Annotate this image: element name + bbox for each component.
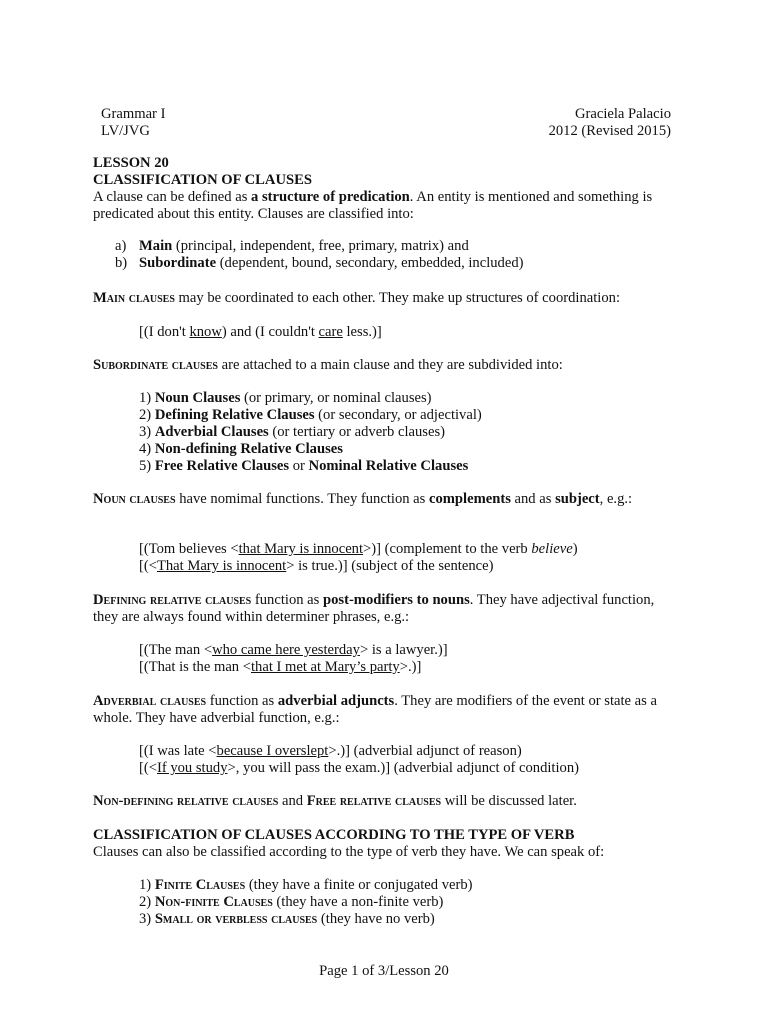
list-item [115,255,699,272]
list-item [139,424,699,441]
subordinate-clauses-text: are attached to a main clause and they are subdivided into: [217,357,563,373]
list-desc: or [289,458,309,474]
clause-type-list [115,238,699,272]
author-name: Graciela Palacio [574,106,671,122]
list-item [139,877,699,894]
course-code: LV/JVG [101,123,150,139]
list-item [115,238,699,255]
list-desc: (they have a finite or conjugated verb) [245,877,473,893]
intro-bold: a structure of predication [251,189,410,205]
list-item [139,458,699,475]
example-text: >.)] [399,659,422,675]
example-text: [(< [139,760,157,776]
paragraph-bold: post-modifiers to nouns [323,592,470,608]
list-desc: (principal, independent, free, primary, matrix) and [172,238,469,254]
list-term: Noun Clauses [154,390,241,406]
verb-section-title: CLASSIFICATION OF CLAUSES ACCORDING TO THE TYPE OF VERB [93,827,575,843]
paragraph-text: , e.g.: [599,491,633,507]
list-term: Finite Clauses [154,877,246,893]
example-line [139,558,699,575]
list-label: b) [115,255,128,271]
paragraph-text: function as [251,592,323,608]
example-underlined: that Mary is innocent [238,541,364,557]
list-item [139,894,699,911]
lesson-number: LESSON 20 [93,155,169,171]
main-clauses-heading: Main clauses [93,290,175,306]
example-line [139,743,699,760]
course-name: Grammar I [101,106,166,122]
adverbial-clauses-heading: Adverbial clauses [93,693,207,709]
paragraph-text: and as [510,491,556,507]
main-clauses-example [139,324,699,341]
noun-clauses-heading: Noun clauses [93,491,176,507]
list-desc: (or primary, or nominal clauses) [240,390,432,406]
example-underlined: care [318,324,343,340]
list-term: Non-defining Relative Clauses [154,441,343,457]
page-footer: Page 1 of 3/Lesson 20 [319,963,449,979]
list-item [139,441,699,458]
example-text: >, you will pass the exam.)] (adverbial adjunct of condition) [227,760,579,776]
main-clauses-paragraph [93,290,683,307]
header-left [101,106,165,140]
example-underlined: who came here yesterday [212,642,360,658]
example-underlined: that I met at Mary’s party [250,659,400,675]
list-term: Small or verbless clauses [154,911,318,927]
example-line [139,760,699,777]
list-term: Free Relative Clauses [154,458,290,474]
list-term: Adverbial Clauses [154,424,269,440]
example-line [139,541,699,558]
intro-paragraph [93,189,683,223]
paragraph-text: . They have adjectival function, they are always found within determiner phrases, e.g.: [93,592,655,625]
example-text: > is a lawyer.)] [359,642,448,658]
list-term: Defining Relative Clauses [154,407,315,423]
paragraph-text: have nomimal functions. They function as [175,491,429,507]
list-label: 2) [139,894,155,910]
list-label: 3) [139,424,155,440]
verb-type-list [139,877,699,928]
main-clauses-text: may be coordinated to each other. They make up structures of coordination: [174,290,620,306]
example-text: less.)] [342,324,382,340]
noun-clauses-paragraph [93,491,683,508]
list-label: 2) [139,407,155,423]
example-text: ) [572,541,578,557]
section-title: CLASSIFICATION OF CLAUSES [93,172,312,188]
example-underlined: That Mary is innocent [156,558,287,574]
paragraph-bold: complements [429,491,511,507]
nondefining-heading: Non-defining relative clauses [93,793,279,809]
list-term: Subordinate [139,255,217,271]
list-desc: (or tertiary or adverb clauses) [268,424,445,440]
paragraph-text: and [278,793,307,809]
defining-relative-paragraph [93,592,683,626]
intro-text-c: . An entity is mentioned and something is predicated about this entity. Clauses are classified into: [93,189,653,222]
header-right [549,106,671,140]
example-text: >)] (complement to the verb [363,541,532,557]
defining-relative-heading: Defining relative clauses [93,592,252,608]
example-italic: believe [531,541,573,557]
list-item [139,911,699,928]
example-text: [(Tom believes < [139,541,239,557]
list-label: 1) [139,390,155,406]
example-text: > is true.)] (subject of the sentence) [286,558,494,574]
list-term: Non-finite Clauses [154,894,273,910]
paragraph-text: function as [206,693,278,709]
list-label: 4) [139,441,155,457]
example-text: [(That is the man < [139,659,251,675]
example-text: ) and (I couldn't [221,324,319,340]
example-text: [(The man < [139,642,213,658]
example-line [139,642,699,659]
list-desc: (or secondary, or adjectival) [314,407,482,423]
free-relative-heading: Free relative clauses [306,793,442,809]
defining-relative-examples [139,642,699,676]
adverbial-clauses-examples [139,743,699,777]
list-label: 5) [139,458,155,474]
list-desc: (they have no verb) [317,911,435,927]
example-text: [(I was late < [139,743,217,759]
example-text: >.)] (adverbial adjunct of reason) [328,743,522,759]
adverbial-clauses-paragraph [93,693,683,727]
paragraph-text: will be discussed later. [441,793,577,809]
example-underlined: because I overslept [216,743,329,759]
example-text: [(< [139,558,157,574]
subordinate-clauses-heading: Subordinate clauses [93,357,218,373]
nondefining-paragraph [93,793,683,810]
list-term: Main [139,238,173,254]
noun-clauses-examples [139,541,699,575]
document-date: 2012 (Revised 2015) [548,123,671,139]
list-label: a) [115,238,127,254]
example-underlined: know [189,324,222,340]
list-term: Nominal Relative Clauses [308,458,469,474]
subordinate-clauses-paragraph [93,357,683,374]
example-underlined: If you study [156,760,228,776]
example-line [139,659,699,676]
paragraph-bold: subject [555,491,600,507]
paragraph-text: . They are modifiers of the event or state as a whole. They have adverbial function, e.g.: [93,693,657,726]
list-desc: (they have a non-finite verb) [272,894,444,910]
list-desc: (dependent, bound, secondary, embedded, included) [216,255,524,271]
intro-text-a: A clause can be defined as [93,189,252,205]
verb-section-text: Clauses can also be classified according to the type of verb they have. We can speak of: [93,844,605,860]
list-item [139,407,699,424]
list-label: 1) [139,877,155,893]
list-label: 3) [139,911,155,927]
example-text: [(I don't [139,324,190,340]
paragraph-bold: adverbial adjuncts [277,693,395,709]
list-item [139,390,699,407]
subordinate-clauses-list [139,390,699,475]
